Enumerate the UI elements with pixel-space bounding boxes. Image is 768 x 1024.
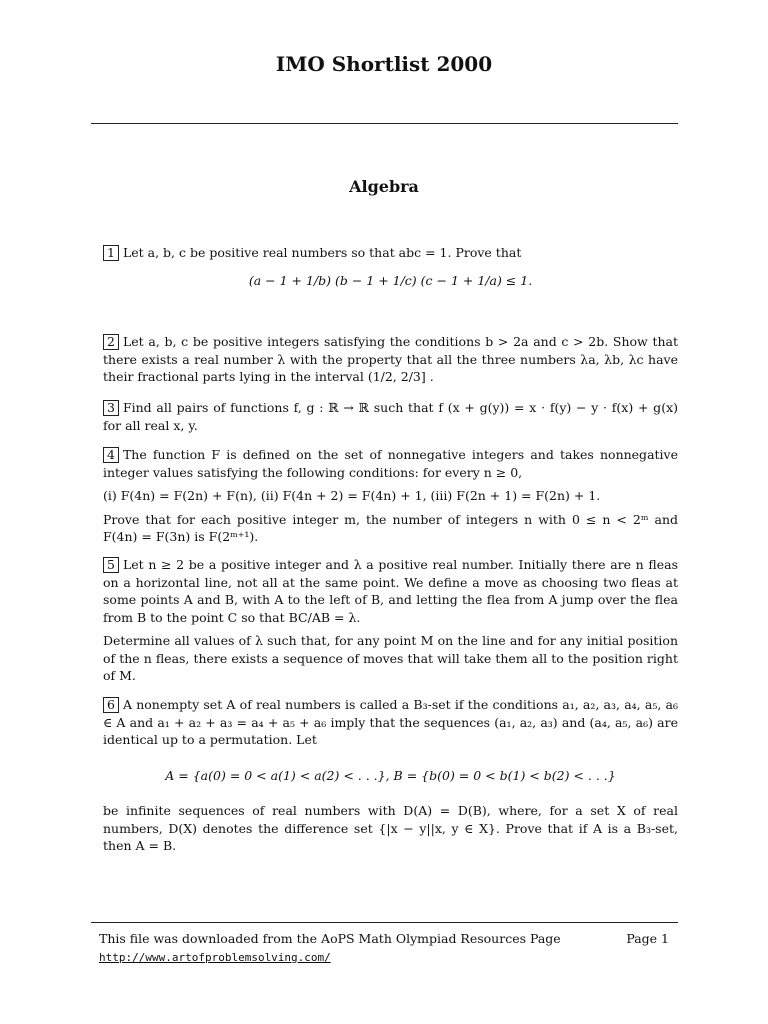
problem-5	[103, 556, 678, 685]
problem-2	[103, 333, 678, 386]
problem-text: Let n ≥ 2 be a positive integer and λ a positive real number. Initially there are n fleas on a horizontal line, not all at the same point. We define a move as choosing two fleas at some points A and B, with A to the left of B, and letting the flea from A jump over the flea from B to the point C so that BC/AB = λ.	[103, 557, 678, 625]
problem-text: Let a, b, c be positive integers satisfying the conditions b > 2a and c > 2b. Show that there exists a real number λ with the property that all the three numbers λa, λb, λc have their fractional parts lying in the interval (1/2, 2/3] .	[103, 334, 678, 384]
problem-number: 3	[103, 400, 119, 416]
problem-number: 6	[103, 697, 119, 713]
problem-question: Prove that for each positive integer m, the number of integers n with 0 ≤ n < 2ᵐ and F(4n) = F(3n) is F(2ᵐ⁺¹).	[103, 511, 678, 544]
page-number: Page 1	[626, 931, 669, 946]
problem-number: 1	[103, 245, 119, 261]
problem-conditions: (i) F(4n) = F(2n) + F(n), (ii) F(4n + 2) = F(4n) + 1, (iii) F(2n + 1) = F(2n) + 1.	[103, 488, 601, 503]
aops-link[interactable]: http://www.artofproblemsolving.com/	[99, 950, 331, 964]
section-title: Algebra	[349, 177, 419, 196]
problem-question: be infinite sequences of real numbers with D(A) = D(B), where, for a set X of real numbers, D(X) denotes the difference set {|x − y||x, y ∈ X}. Prove that if A is a B₃-set, then A = B.	[103, 803, 678, 853]
problem-formula: A = {a(0) = 0 < a(1) < a(2) < . . .}, B = {b(0) = 0 < b(1) < b(2) < . . .}	[165, 767, 616, 783]
page-title: IMO Shortlist 2000	[275, 52, 493, 76]
download-note: This file was downloaded from the AoPS Math Olympiad Resources Page	[99, 931, 561, 946]
problem-4	[103, 446, 678, 546]
problem-formula: (a − 1 + 1/b) (b − 1 + 1/c) (c − 1 + 1/a) ≤ 1.	[248, 272, 533, 288]
footer-divider	[91, 922, 678, 923]
problem-text: The function F is defined on the set of nonnegative integers and takes nonnegative integer values satisfying the following conditions: for every n ≥ 0,	[103, 447, 678, 480]
problem-3	[103, 399, 678, 434]
problem-number: 2	[103, 334, 119, 350]
footer	[99, 930, 669, 965]
problem-number: 5	[103, 557, 119, 573]
header-divider	[91, 123, 678, 124]
problem-text: A nonempty set A of real numbers is called a B₃-set if the conditions a₁, a₂, a₃, a₄, a₅, a₆ ∈ A and a₁ + a₂ + a₃ = a₄ + a₅ + a₆ imply that the sequences (a₁, a₂, a₃) and (a₄, a₅, a₆) are identical up to a permutation. Let	[103, 697, 678, 747]
problem-text: Let a, b, c be positive real numbers so that abc = 1. Prove that	[122, 245, 522, 260]
problem-1	[103, 244, 678, 299]
problem-text: Find all pairs of functions f, g : ℝ → ℝ such that f (x + g(y)) = x · f(y) − y · f(x) + g(x) for all real x, y.	[103, 400, 678, 433]
problem-6	[103, 696, 678, 855]
problem-number: 4	[103, 447, 119, 463]
problem-question: Determine all values of λ such that, for any point M on the line and for any initial position of the n fleas, there exists a sequence of moves that will take them all to the position right of M.	[103, 633, 678, 683]
